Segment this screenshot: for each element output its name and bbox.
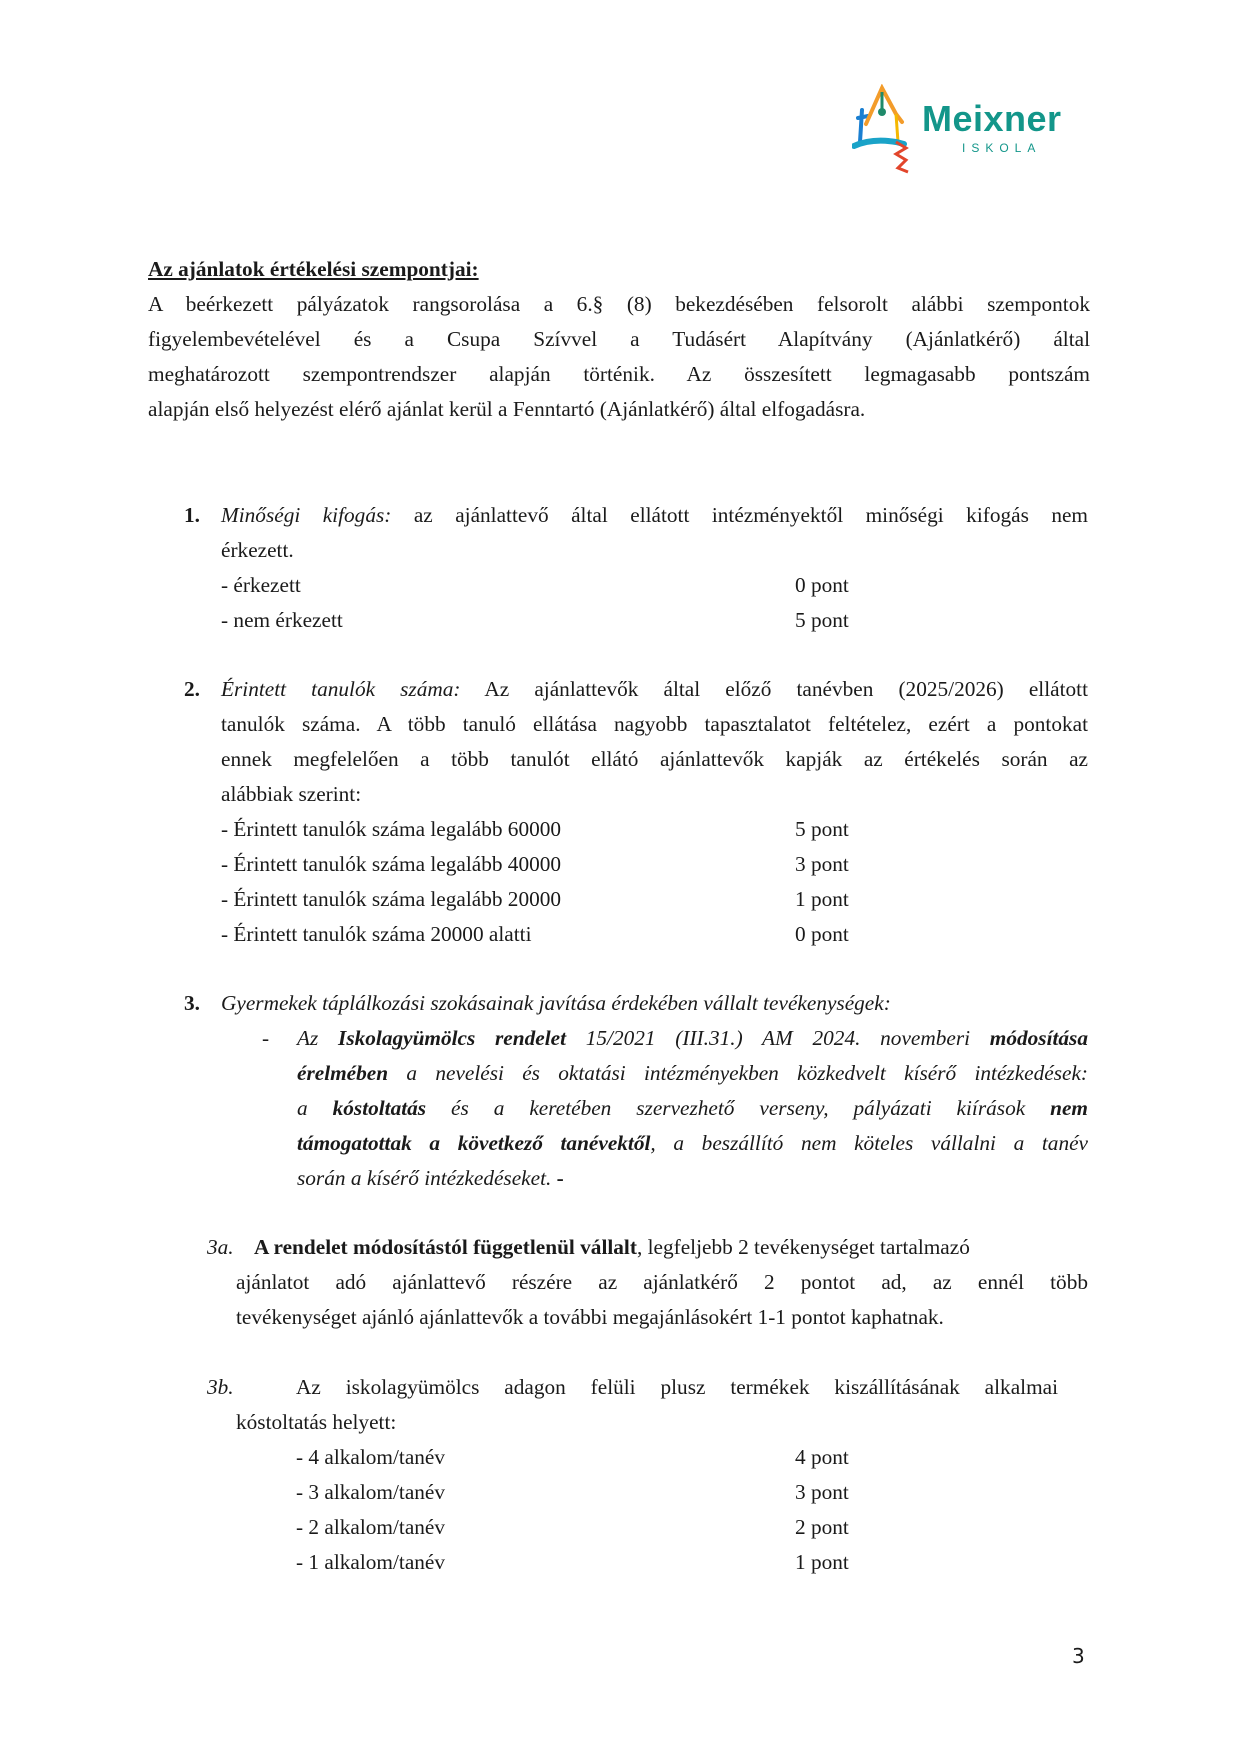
score-label: - nem érkezett [221, 608, 343, 632]
note-line: támogatottak a következő tanévektől, a beszállító nem köteles vállalni a tanév [297, 1131, 1089, 1155]
house-logo-icon [852, 84, 922, 176]
criteria-label: 3a. [207, 1235, 234, 1259]
score-points: 1 pont [795, 1550, 849, 1574]
criteria-title-line: Érintett tanulók száma: Az ajánlattevők által előző tanévben (2025/2026) ellátott [221, 677, 1088, 701]
criteria-text: kóstoltatás helyett: [236, 1410, 397, 1434]
criteria-title-line: Minőségi kifogás: az ajánlattevő által ellátott intézményektől minőségi kifogás nem [221, 503, 1089, 527]
score-points: 0 pont [795, 922, 849, 946]
score-points: 2 pont [795, 1515, 849, 1539]
criteria-text: érkezett. [221, 538, 294, 562]
score-label: - 4 alkalom/tanév [296, 1445, 446, 1469]
score-label: - Érintett tanulók száma legalább 60000 [221, 817, 562, 841]
score-row [221, 603, 343, 638]
intro-line: alapján első helyezést elérő ajánlat kerül a Fenntartó (Ajánlatkérő) által elfogadásra. [148, 397, 866, 421]
intro-line: figyelembevételével és a Csupa Szívvel a Tudásért Alapítvány (Ajánlatkérő) által [148, 327, 1090, 351]
criteria-text: Az iskolagyümölcs adagon felüli plusz termékek kiszállításának alkalmai [296, 1375, 1058, 1399]
criteria-text: tanulók száma. A több tanuló ellátása nagyobb tapasztalatot feltételez, ezért a pontokat [221, 712, 1088, 736]
school-logo [852, 84, 1072, 176]
page-number: 3 [1072, 1644, 1085, 1668]
score-points: 3 pont [795, 1480, 849, 1504]
note-line: a kóstoltatás és a keretében szervezhető verseny, pályázati kiírások nem [297, 1096, 1088, 1120]
bullet-dash: - [262, 1026, 270, 1050]
score-label: - Érintett tanulók száma legalább 40000 [221, 852, 562, 876]
criteria-label: 3b. [207, 1375, 234, 1399]
criteria-number: 3. [184, 991, 200, 1015]
section-heading: Az ajánlatok értékelési szempontjai: [148, 257, 479, 281]
score-label: - Érintett tanulók száma legalább 20000 [221, 887, 562, 911]
score-label: - 1 alkalom/tanév [296, 1550, 446, 1574]
intro-line: A beérkezett pályázatok rangsorolása a 6.§ (8) bekezdésében felsorolt alábbi szempontok [148, 292, 1090, 316]
score-points: 3 pont [795, 852, 849, 876]
criteria-text: ajánlatot adó ajánlattevő részére az ajánlatkérő 2 pontot ad, az ennél több [236, 1270, 1088, 1294]
score-label: - 3 alkalom/tanév [296, 1480, 446, 1504]
score-points: 1 pont [795, 887, 849, 911]
score-points: 0 pont [795, 573, 849, 597]
logo-subtitle: ISKOLA [962, 141, 1042, 155]
criteria-text: ennek megfelelően a több tanulót ellátó ajánlattevők kapják az értékelés során az [221, 747, 1088, 771]
score-points: 5 pont [795, 817, 849, 841]
criteria-title: Érintett tanulók száma: [221, 677, 461, 701]
note-line: során a kísérő intézkedéseket. - [297, 1166, 564, 1190]
logo-name: Meixner [922, 98, 1062, 139]
criteria-title: Gyermekek táplálkozási szokásainak javítása érdekében vállalt tevékenységek: [221, 991, 891, 1015]
score-points: 5 pont [795, 608, 849, 632]
criteria-text: tevékenységet ajánló ajánlattevők a további megajánlásokért 1-1 pontot kaphatnak. [236, 1305, 944, 1329]
criteria-title: Minőségi kifogás: [221, 503, 392, 527]
score-label: - Érintett tanulók száma 20000 alatti [221, 922, 532, 946]
note-line: Az Iskolagyümölcs rendelet 15/2021 (III.31.) AM 2024. novemberi módosítása [297, 1026, 1088, 1050]
score-label: - érkezett [221, 573, 301, 597]
score-label: - 2 alkalom/tanév [296, 1515, 446, 1539]
criteria-text: A rendelet módosítástól függetlenül vállalt, legfeljebb 2 tevékenységet tartalmazó [254, 1235, 970, 1259]
score-row [221, 568, 301, 603]
criteria-number: 2. [184, 677, 200, 701]
intro-line: meghatározott szempontrendszer alapján történik. Az összesített legmagasabb pontszám [148, 362, 1090, 386]
note-line: érelmében a nevelési és oktatási intézményekben közkedvelt kísérő intézkedések: [297, 1061, 1088, 1085]
criteria-number: 1. [184, 503, 200, 527]
score-points: 4 pont [795, 1445, 849, 1469]
criteria-text: alábbiak szerint: [221, 782, 362, 806]
